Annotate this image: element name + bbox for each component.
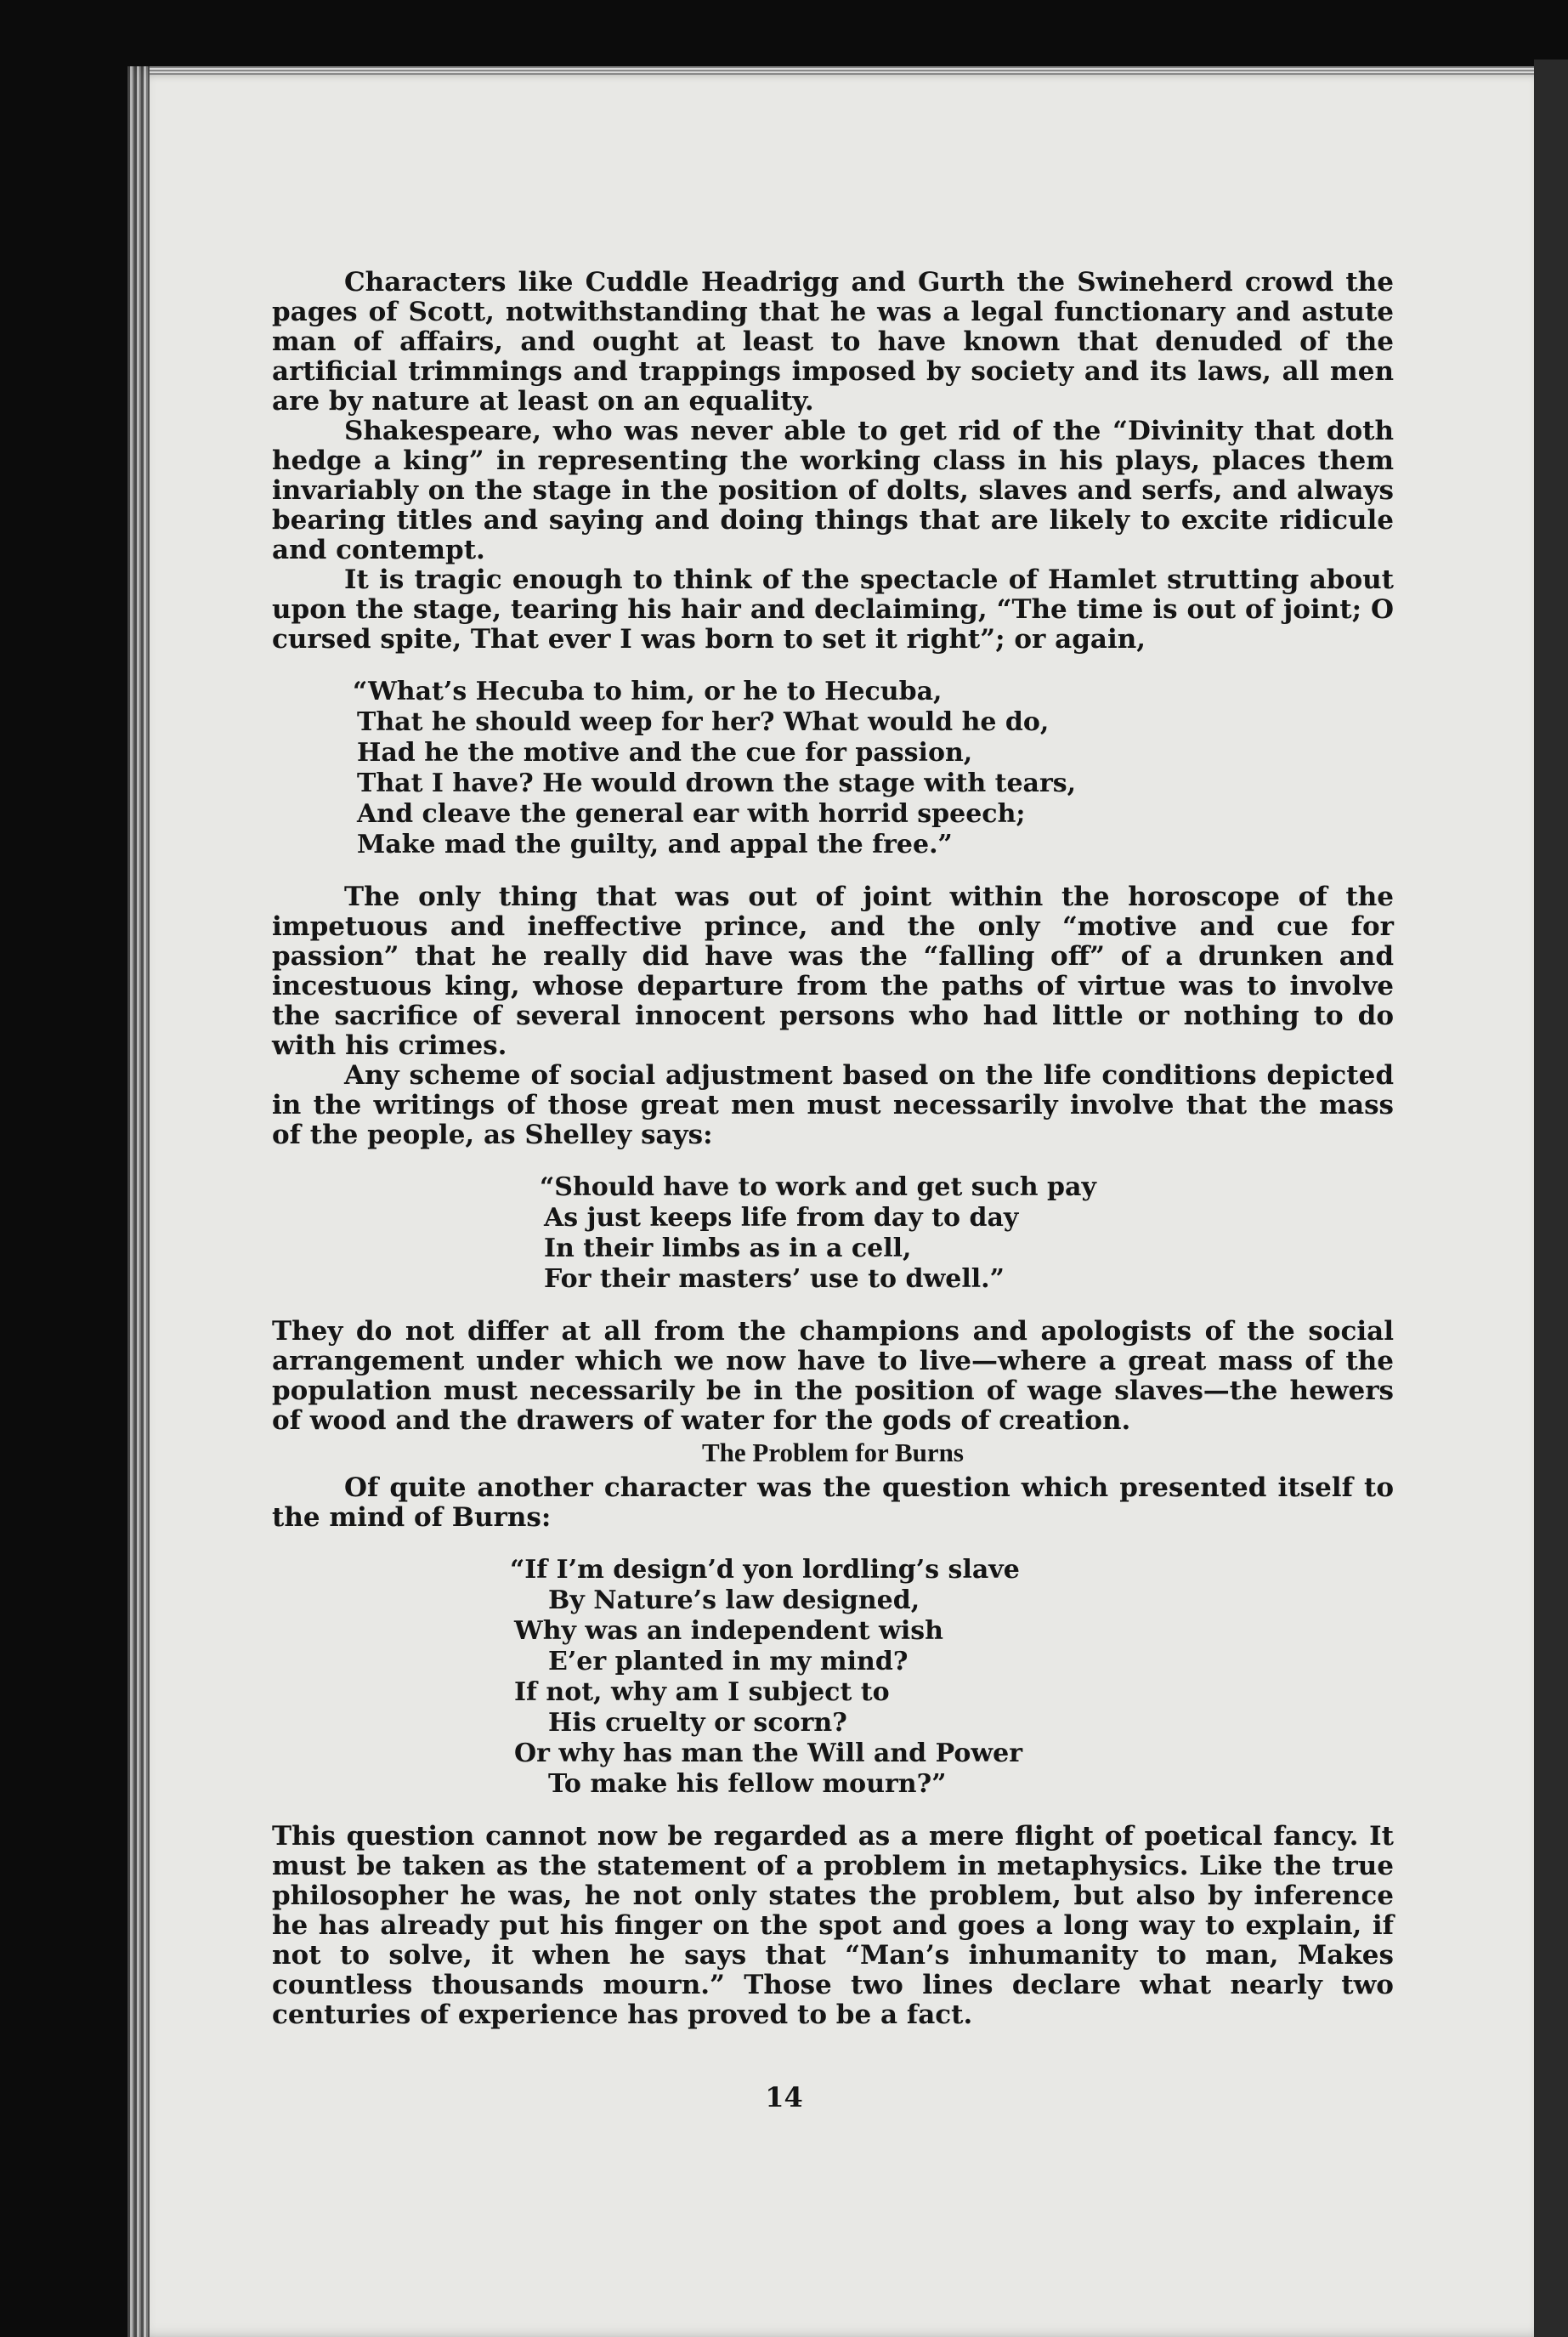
verse-line: E’er planted in my mind? — [548, 1647, 909, 1676]
section-heading: The Problem for Burns — [701, 1438, 964, 1467]
verse-line: That I have? He would drown the stage with tears, — [357, 769, 1077, 798]
verse-line: Make mad the guilty, and appal the free.” — [357, 830, 953, 859]
verse-shelley — [540, 1172, 1394, 1295]
page-number: 14 — [765, 2081, 803, 2113]
verse-line: As just keeps life from day to day — [544, 1203, 1019, 1233]
verse-line: In their limbs as in a cell, — [544, 1234, 912, 1263]
paragraph-prince: The only thing that was out of joint within the horoscope of the impetuous and ineffective prince, and the only “motive and cue for passion” that he really did have was the “falling off” of a drunken and incestuous king, whose departure from the paths of virtue was to involve the sacrifice of several innocent persons who had little or nothing to do with his crimes. — [272, 882, 1394, 1061]
verse-hamlet — [353, 677, 1394, 860]
verse-line: His cruelty or scorn? — [548, 1708, 847, 1738]
paragraph-problem: This question cannot now be regarded as a mere flight of poetical fancy. It must be taken as the statement of a problem in metaphysics. Like the true philosopher he was, he not only states the problem, but also by inference he has already put his finger on the spot and goes a long way to explain, if not to solve, it when he says that “Man’s inhumanity to man, Makes countless thousands mourn.” Those two lines declare what nearly two centuries of experience has proved to be a fact. — [272, 1821, 1394, 2030]
paragraph-wage-slaves: They do not differ at all from the champions and apologists of the social arrangement under which we now have to live—where a great mass of the population must necessarily be in the position of wage slaves—the hewers of wood and the drawers of water for the gods of creation. — [272, 1316, 1394, 1436]
verse-line: “Should have to work and get such pay — [540, 1172, 1096, 1202]
paragraph-social-adjustment: Any scheme of social adjustment based on the life conditions depicted in the writings of those great men must necessarily involve that the mass of the people, as Shelley says: — [272, 1060, 1394, 1150]
book-spine-edge — [127, 66, 150, 2337]
verse-line: And cleave the general ear with horrid speech; — [357, 799, 1026, 829]
body-text — [272, 268, 1394, 2030]
verse-line: “If I’m design’d yon lordling’s slave — [510, 1555, 1020, 1585]
verse-line: Why was an independent wish — [514, 1616, 943, 1646]
verse-line: That he should weep for her? What would he do, — [357, 707, 1050, 737]
paragraph-shakespeare: Shakespeare, who was never able to get rid of the “Divinity that doth hedge a king” in representing the working class in his plays, places them invariably on the stage in the position of dolts, slaves and serfs, and always bearing titles and saying and doing things that are likely to excite ridicule and contempt. — [272, 416, 1394, 565]
page-right-margin — [1534, 60, 1568, 2337]
page-top-edge — [150, 66, 1534, 75]
verse-line: If not, why am I subject to — [514, 1677, 890, 1707]
verse-line: “What’s Hecuba to him, or he to Hecuba, — [353, 677, 942, 706]
verse-line: By Nature’s law designed, — [548, 1585, 920, 1615]
paragraph-scott: Characters like Cuddle Headrigg and Gurth the Swineherd crowd the pages of Scott, notwithstanding that he was a legal functionary and astute man of affairs, and ought at least to have known that denuded of the artificial trimmings and trappings imposed by society and its laws, all men are by nature at least on an equality. — [272, 267, 1394, 417]
verse-line: To make his fellow mourn?” — [548, 1769, 947, 1799]
paragraph-burns-intro: Of quite another character was the question which presented itself to the mind of Burns: — [272, 1472, 1394, 1533]
verse-line: For their masters’ use to dwell.” — [544, 1264, 1005, 1294]
paragraph-hamlet: It is tragic enough to think of the spectacle of Hamlet strutting about upon the stage, tearing his hair and declaiming, “The time is out of joint; O cursed spite, That ever I was born to set it right”; or again, — [272, 564, 1394, 655]
verse-burns — [510, 1555, 1394, 1800]
verse-line: Or why has man the Will and Power — [514, 1739, 1023, 1768]
verse-line: Had he the motive and the cue for passion, — [357, 738, 973, 768]
